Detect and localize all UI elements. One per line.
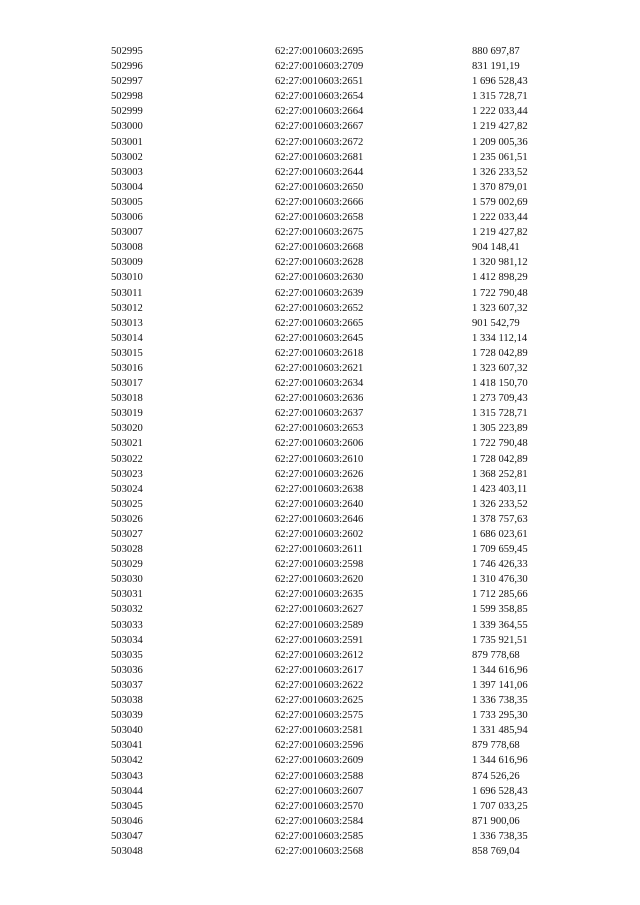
cadastral-number: 62:27:0010603:2664 (275, 106, 364, 118)
table-row (0, 225, 640, 240)
row-number: 503025 (111, 498, 143, 510)
cadastral-number: 62:27:0010603:2650 (275, 181, 364, 193)
row-number: 503018 (111, 393, 143, 405)
cadastral-number: 62:27:0010603:2575 (275, 710, 364, 722)
row-number: 503042 (111, 755, 143, 767)
table-row (0, 331, 640, 346)
row-number: 503038 (111, 695, 143, 707)
cadastral-number: 62:27:0010603:2627 (275, 604, 364, 616)
row-number: 503010 (111, 272, 143, 284)
cadastral-value: 1 334 112,14 (472, 332, 528, 344)
cadastral-number: 62:27:0010603:2581 (275, 725, 364, 737)
cadastral-number: 62:27:0010603:2622 (275, 679, 364, 691)
row-number: 502996 (111, 61, 143, 73)
row-number: 503040 (111, 725, 143, 737)
row-number: 503002 (111, 151, 143, 163)
row-number: 503013 (111, 317, 143, 329)
cadastral-value: 831 191,19 (472, 61, 520, 73)
table-row (0, 663, 640, 678)
table-row (0, 844, 640, 859)
cadastral-number: 62:27:0010603:2635 (275, 589, 364, 601)
cadastral-value: 1 579 002,69 (472, 196, 528, 208)
cadastral-value: 858 769,04 (472, 845, 520, 857)
table-row (0, 286, 640, 301)
row-number: 503004 (111, 181, 143, 193)
cadastral-value: 1 222 033,44 (472, 212, 528, 224)
table-row (0, 452, 640, 467)
table-row (0, 512, 640, 527)
cadastral-value: 1 331 485,94 (472, 725, 528, 737)
table-row (0, 527, 640, 542)
cadastral-number: 62:27:0010603:2598 (275, 559, 364, 571)
cadastral-value: 1 599 358,85 (472, 604, 528, 616)
row-number: 503039 (111, 710, 143, 722)
cadastral-number: 62:27:0010603:2645 (275, 332, 364, 344)
cadastral-number: 62:27:0010603:2652 (275, 302, 364, 314)
cadastral-number: 62:27:0010603:2665 (275, 317, 364, 329)
row-number: 503007 (111, 227, 143, 239)
cadastral-number: 62:27:0010603:2591 (275, 634, 364, 646)
cadastral-value: 1 709 659,45 (472, 544, 528, 556)
cadastral-value: 879 778,68 (472, 740, 520, 752)
table-row (0, 180, 640, 195)
cadastral-value: 1 222 033,44 (472, 106, 528, 118)
row-number: 503028 (111, 544, 143, 556)
table-row (0, 210, 640, 225)
cadastral-number: 62:27:0010603:2585 (275, 830, 364, 842)
row-number: 503041 (111, 740, 143, 752)
cadastral-value: 1 696 528,43 (472, 76, 528, 88)
row-number: 503020 (111, 423, 143, 435)
cadastral-number: 62:27:0010603:2644 (275, 166, 364, 178)
table-row (0, 482, 640, 497)
table-row (0, 406, 640, 421)
cadastral-number: 62:27:0010603:2609 (275, 755, 364, 767)
cadastral-value: 1 686 023,61 (472, 529, 528, 540)
cadastral-number: 62:27:0010603:2620 (275, 574, 364, 586)
cadastral-value: 1 746 426,33 (472, 559, 528, 571)
row-number: 502997 (111, 76, 143, 88)
cadastral-value: 1 339 364,55 (472, 619, 528, 631)
cadastral-number: 62:27:0010603:2630 (275, 272, 364, 284)
cadastral-value: 1 712 285,66 (472, 589, 528, 601)
table-row (0, 361, 640, 376)
cadastral-value: 874 526,26 (472, 770, 520, 782)
table-row (0, 542, 640, 557)
table-row (0, 301, 640, 316)
row-number: 503033 (111, 619, 143, 631)
row-number: 502995 (111, 46, 143, 57)
table-row (0, 195, 640, 210)
table-row (0, 587, 640, 602)
table-row (0, 165, 640, 180)
row-number: 503019 (111, 408, 143, 420)
cadastral-value: 1 326 233,52 (472, 498, 528, 510)
cadastral-number: 62:27:0010603:2589 (275, 619, 364, 631)
cadastral-value: 1 735 921,51 (472, 634, 528, 646)
cadastral-number: 62:27:0010603:2637 (275, 408, 364, 420)
table-row (0, 467, 640, 482)
cadastral-number: 62:27:0010603:2709 (275, 61, 364, 73)
row-number: 503009 (111, 257, 143, 269)
row-number: 503035 (111, 649, 143, 661)
cadastral-number: 62:27:0010603:2596 (275, 740, 364, 752)
cadastral-number: 62:27:0010603:2634 (275, 378, 364, 390)
cadastral-value: 1 344 616,96 (472, 755, 528, 767)
cadastral-value: 1 219 427,82 (472, 121, 528, 133)
row-number: 503030 (111, 574, 143, 586)
cadastral-number: 62:27:0010603:2658 (275, 212, 364, 224)
row-number: 503021 (111, 438, 143, 450)
table-row (0, 74, 640, 89)
cadastral-value: 904 148,41 (472, 242, 520, 254)
cadastral-value: 1 310 476,30 (472, 574, 528, 586)
row-number: 503034 (111, 634, 143, 646)
cadastral-value: 1 722 790,48 (472, 287, 528, 299)
row-number: 503012 (111, 302, 143, 314)
table-row (0, 497, 640, 512)
cadastral-number: 62:27:0010603:2570 (275, 800, 364, 812)
cadastral-number: 62:27:0010603:2675 (275, 227, 364, 239)
cadastral-number: 62:27:0010603:2611 (275, 544, 363, 556)
row-number: 502998 (111, 91, 143, 103)
cadastral-value: 1 315 728,71 (472, 408, 528, 420)
table-row (0, 602, 640, 617)
row-number: 503003 (111, 166, 143, 178)
table-row (0, 829, 640, 844)
cadastral-value: 1 370 879,01 (472, 181, 528, 193)
cadastral-number: 62:27:0010603:2640 (275, 498, 364, 510)
cadastral-number: 62:27:0010603:2584 (275, 815, 364, 827)
row-number: 503017 (111, 378, 143, 390)
cadastral-number: 62:27:0010603:2626 (275, 468, 364, 480)
table-row (0, 633, 640, 648)
cadastral-number: 62:27:0010603:2610 (275, 453, 364, 465)
document-table (0, 44, 640, 859)
table-row (0, 59, 640, 74)
cadastral-value: 901 542,79 (472, 317, 520, 329)
cadastral-number: 62:27:0010603:2667 (275, 121, 364, 133)
row-number: 503014 (111, 332, 143, 344)
row-number: 503037 (111, 679, 143, 691)
table-row (0, 572, 640, 587)
cadastral-number: 62:27:0010603:2681 (275, 151, 364, 163)
cadastral-value: 1 326 233,52 (472, 166, 528, 178)
cadastral-number: 62:27:0010603:2666 (275, 196, 364, 208)
table-row (0, 255, 640, 270)
cadastral-number: 62:27:0010603:2672 (275, 136, 364, 148)
cadastral-value: 1 722 790,48 (472, 438, 528, 450)
table-row (0, 693, 640, 708)
cadastral-number: 62:27:0010603:2607 (275, 785, 364, 797)
table-row (0, 708, 640, 723)
row-number: 503044 (111, 785, 143, 797)
table-row (0, 391, 640, 406)
row-number: 503000 (111, 121, 143, 133)
cadastral-value: 1 397 141,06 (472, 679, 528, 691)
table-row (0, 240, 640, 255)
cadastral-value: 1 320 981,12 (472, 257, 528, 269)
row-number: 503008 (111, 242, 143, 254)
table-row (0, 648, 640, 663)
cadastral-number: 62:27:0010603:2653 (275, 423, 364, 435)
table-row (0, 346, 640, 361)
table-row (0, 678, 640, 693)
table-row (0, 753, 640, 768)
row-number: 503015 (111, 347, 143, 359)
cadastral-value: 1 344 616,96 (472, 664, 528, 676)
cadastral-value: 1 315 728,71 (472, 91, 528, 103)
row-number: 503036 (111, 664, 143, 676)
cadastral-number: 62:27:0010603:2617 (275, 664, 364, 676)
table-row (0, 618, 640, 633)
row-number: 503048 (111, 845, 143, 857)
row-number: 503023 (111, 468, 143, 480)
cadastral-number: 62:27:0010603:2628 (275, 257, 364, 269)
cadastral-number: 62:27:0010603:2568 (275, 845, 364, 857)
table-row (0, 135, 640, 150)
cadastral-number: 62:27:0010603:2695 (275, 46, 364, 57)
table-row (0, 738, 640, 753)
row-number: 503011 (111, 287, 143, 299)
cadastral-number: 62:27:0010603:2668 (275, 242, 364, 254)
table-row (0, 723, 640, 738)
row-number: 503006 (111, 212, 143, 224)
cadastral-value: 879 778,68 (472, 649, 520, 661)
row-number: 503001 (111, 136, 143, 148)
cadastral-number: 62:27:0010603:2651 (275, 76, 364, 88)
row-number: 503027 (111, 529, 143, 540)
cadastral-value: 1 235 061,51 (472, 151, 528, 163)
table-row (0, 814, 640, 829)
table-row (0, 376, 640, 391)
cadastral-value: 1 728 042,89 (472, 347, 528, 359)
table-row (0, 799, 640, 814)
row-number: 503005 (111, 196, 143, 208)
cadastral-number: 62:27:0010603:2621 (275, 362, 364, 374)
cadastral-value: 1 219 427,82 (472, 227, 528, 239)
cadastral-value: 1 305 223,89 (472, 423, 528, 435)
cadastral-value: 1 733 295,30 (472, 710, 528, 722)
row-number: 503047 (111, 830, 143, 842)
table-row (0, 421, 640, 436)
cadastral-number: 62:27:0010603:2625 (275, 695, 364, 707)
cadastral-value: 880 697,87 (472, 46, 520, 57)
row-number: 503024 (111, 483, 143, 495)
row-number: 503032 (111, 604, 143, 616)
cadastral-number: 62:27:0010603:2606 (275, 438, 364, 450)
cadastral-number: 62:27:0010603:2654 (275, 91, 364, 103)
cadastral-number: 62:27:0010603:2588 (275, 770, 364, 782)
table-row (0, 769, 640, 784)
table-row (0, 316, 640, 331)
cadastral-number: 62:27:0010603:2636 (275, 393, 364, 405)
cadastral-value: 1 368 252,81 (472, 468, 528, 480)
cadastral-value: 1 728 042,89 (472, 453, 528, 465)
table-row (0, 89, 640, 104)
cadastral-value: 1 696 528,43 (472, 785, 528, 797)
cadastral-value: 1 336 738,35 (472, 830, 528, 842)
cadastral-value: 871 900,06 (472, 815, 520, 827)
cadastral-number: 62:27:0010603:2646 (275, 513, 364, 525)
table-row (0, 784, 640, 799)
cadastral-value: 1 378 757,63 (472, 513, 528, 525)
row-number: 503031 (111, 589, 143, 601)
cadastral-value: 1 209 005,36 (472, 136, 528, 148)
row-number: 503022 (111, 453, 143, 465)
row-number: 503046 (111, 815, 143, 827)
cadastral-value: 1 323 607,32 (472, 362, 528, 374)
cadastral-value: 1 323 607,32 (472, 302, 528, 314)
cadastral-value: 1 336 738,35 (472, 695, 528, 707)
row-number: 503026 (111, 513, 143, 525)
table-row (0, 150, 640, 165)
cadastral-value: 1 707 033,25 (472, 800, 528, 812)
cadastral-value: 1 423 403,11 (472, 483, 528, 495)
cadastral-value: 1 273 709,43 (472, 393, 528, 405)
table-row (0, 44, 640, 59)
cadastral-number: 62:27:0010603:2639 (275, 287, 364, 299)
table-row (0, 270, 640, 285)
row-number: 502999 (111, 106, 143, 118)
table-row (0, 104, 640, 119)
cadastral-number: 62:27:0010603:2602 (275, 529, 364, 540)
row-number: 503043 (111, 770, 143, 782)
row-number: 503029 (111, 559, 143, 571)
cadastral-number: 62:27:0010603:2618 (275, 347, 364, 359)
cadastral-value: 1 412 898,29 (472, 272, 528, 284)
table-row (0, 557, 640, 572)
row-number: 503045 (111, 800, 143, 812)
row-number: 503016 (111, 362, 143, 374)
cadastral-value: 1 418 150,70 (472, 378, 528, 390)
table-row (0, 119, 640, 134)
cadastral-number: 62:27:0010603:2638 (275, 483, 364, 495)
cadastral-number: 62:27:0010603:2612 (275, 649, 364, 661)
table-row (0, 436, 640, 451)
